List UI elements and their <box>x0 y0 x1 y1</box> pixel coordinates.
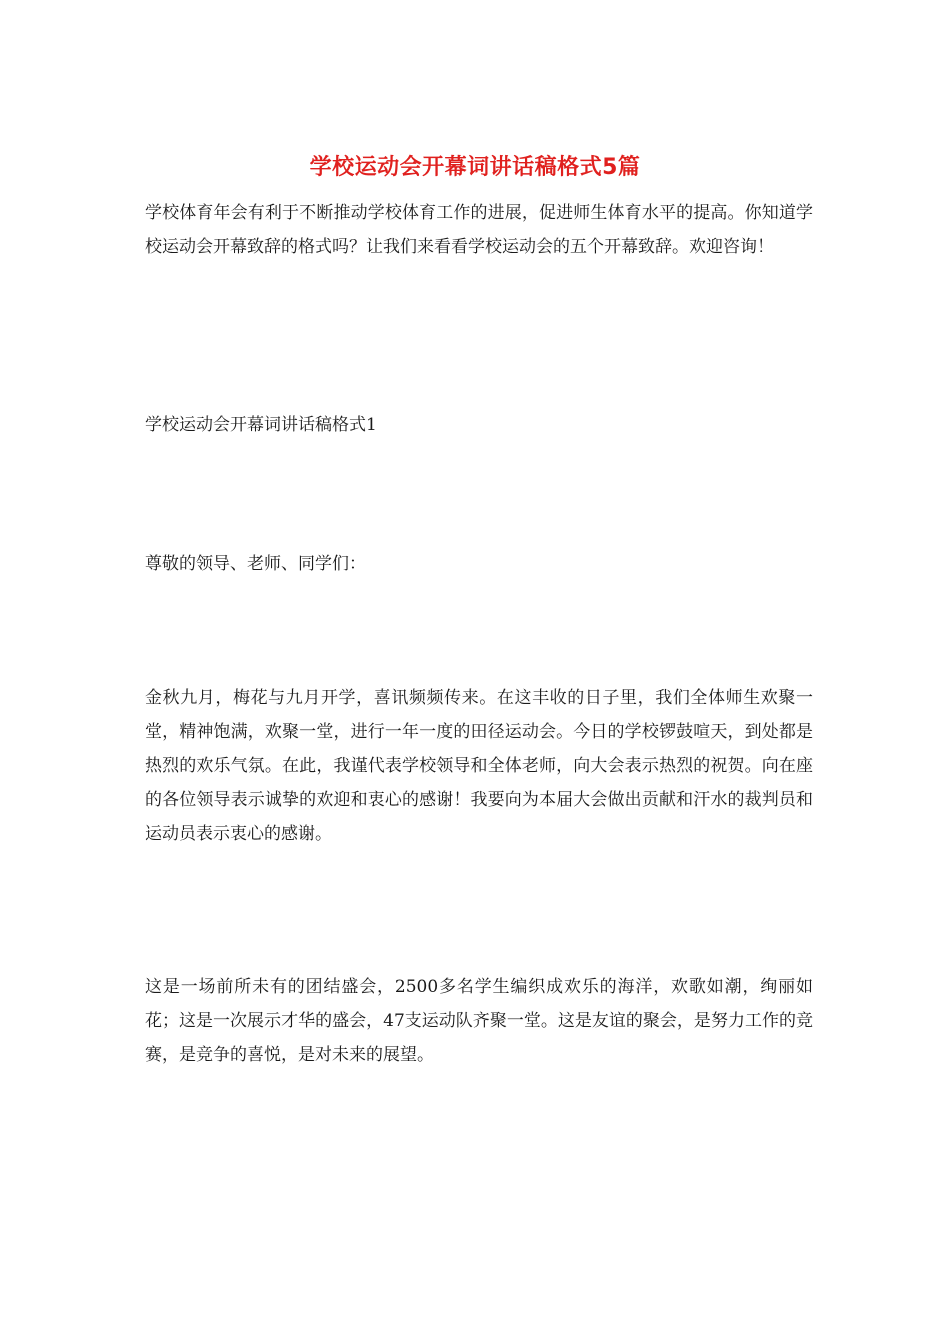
document-title: 学校运动会开幕词讲话稿格式5篇 <box>309 155 641 180</box>
section-heading: 学校运动会开幕词讲话稿格式1 <box>145 415 377 435</box>
greeting-line: 尊敬的领导、老师、同学们： <box>145 554 366 574</box>
intro-paragraph: 学校体育年会有利于不断推动学校体育工作的进展，促进师生体育水平的提高。你知道学校运动会开幕致辞的格式吗？让我们来看看学校运动会的五个开幕致辞。欢迎咨询！ <box>145 203 813 257</box>
body-paragraph-1: 金秋九月，梅花与九月开学，喜讯频频传来。在这丰收的日子里，我们全体师生欢聚一堂，精神饱满，欢聚一堂，进行一年一度的田径运动会。今日的学校锣鼓喧天，到处都是热烈的欢乐气氛。在此，我谨代表学校领导和全体老师，向大会表示热烈的祝贺。向在座的各位领导表示诚挚的欢迎和衷心的感谢！我要向为本届大会做出贡献和汗水的裁判员和运动员表示衷心的感谢。 <box>145 688 813 844</box>
body-paragraph-2: 这是一场前所未有的团结盛会，2500多名学生编织成欢乐的海洋，欢歌如潮，绚丽如花；这是一次展示才华的盛会，47支运动队齐聚一堂。这是友谊的聚会，是努力工作的竞赛，是竞争的喜悦，是对未来的展望。 <box>145 977 813 1065</box>
